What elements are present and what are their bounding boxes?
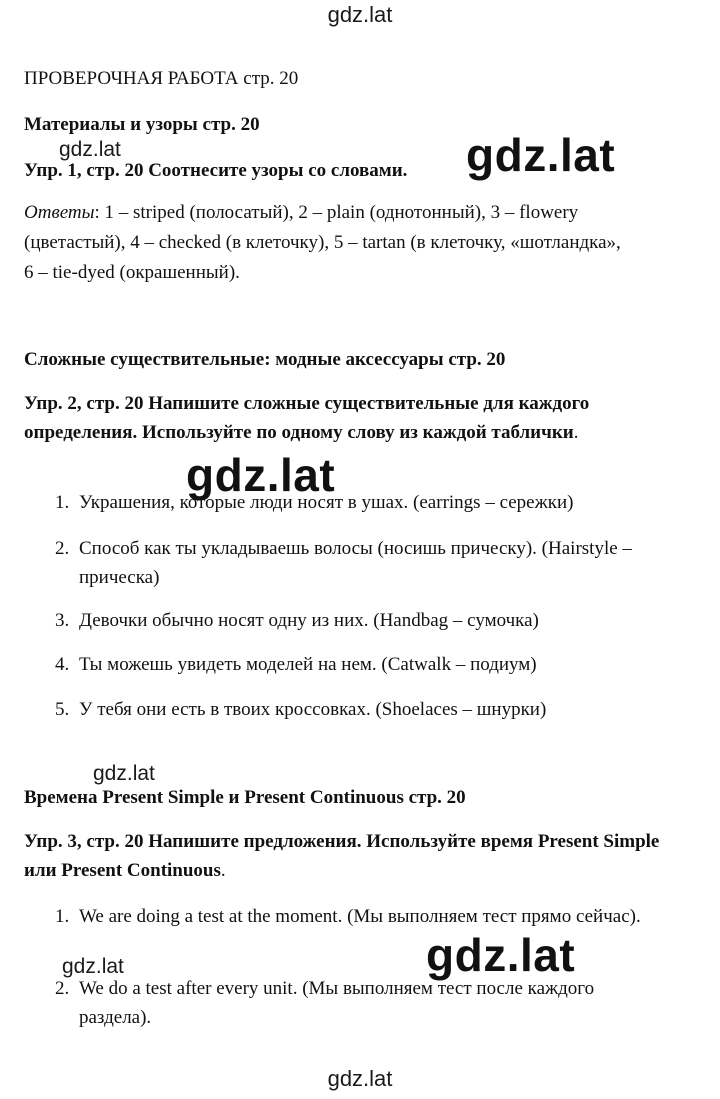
list-item-number: 1. <box>55 492 70 513</box>
list-item <box>55 650 685 679</box>
watermark-section3-small-2: gdz.lat <box>62 955 124 978</box>
answers-text: : 1 – striped (полосатый), 2 – plain (однотонный), 3 – flowery (цветастый), 4 – checked (в клеточку), 5 – tartan (в клеточку, «шотландка», 6 – tie-dyed (окрашенный). <box>24 202 621 283</box>
section1-heading: Материалы и узоры стр. 20 <box>24 114 260 135</box>
section2-task <box>24 389 664 447</box>
section2-heading: Сложные существительные: модные аксессуары стр. 20 <box>24 349 506 370</box>
page-title: ПРОВЕРОЧНАЯ РАБОТА стр. 20 <box>24 68 299 89</box>
watermark-bottom: gdz.lat <box>327 1066 393 1091</box>
section3-task-text: Упр. 3, стр. 20 Напишите предложения. Используйте время Present Simple или Present Continuous <box>24 831 660 881</box>
list-item <box>55 488 685 517</box>
list-item-text: У тебя они есть в твоих кроссовках. (Shoelaces – шнурки) <box>79 699 547 720</box>
watermark-top: gdz.lat <box>327 2 393 27</box>
list-item <box>55 974 615 1032</box>
watermark-section2-big: gdz.lat <box>186 449 336 501</box>
watermark-section3-small: gdz.lat <box>93 762 155 785</box>
section2-task-tail: . <box>573 422 579 443</box>
list-item <box>55 902 655 931</box>
section3-task-tail: . <box>220 860 226 881</box>
list-item-number: 4. <box>55 654 70 675</box>
list-item-text: We are doing a test at the moment. (Мы выполняем тест прямо сейчас). <box>79 906 641 927</box>
answers-label: Ответы <box>24 202 95 223</box>
list-item-number: 5. <box>55 699 70 720</box>
section3-heading: Времена Present Simple и Present Continuous стр. 20 <box>24 787 466 808</box>
section3-task <box>24 827 664 885</box>
list-item-number: 1. <box>55 906 70 927</box>
list-item <box>55 695 685 724</box>
list-item-number: 2. <box>55 538 70 559</box>
list-item-number: 3. <box>55 610 70 631</box>
watermark-section3-big: gdz.lat <box>426 929 576 981</box>
watermark-section1-big: gdz.lat <box>466 129 616 181</box>
list-item-text: Девочки обычно носят одну из них. (Handbag – сумочка) <box>79 610 539 631</box>
list-item <box>55 606 685 635</box>
list-item-text: Способ как ты укладываешь волосы (носишь прическу). (Hairstyle – прическа) <box>79 538 632 588</box>
watermark-section1-small: gdz.lat <box>59 138 121 161</box>
list-item <box>55 534 635 592</box>
section2-task-text: Упр. 2, стр. 20 Напишите сложные существительные для каждого определения. Используйте по одному слову из каждой таблички <box>24 393 590 443</box>
list-item-text: Украшения, которые люди носят в ушах. (earrings – сережки) <box>79 492 574 513</box>
list-item-text: Ты можешь увидеть моделей на нем. (Catwalk – подиум) <box>79 654 537 675</box>
section1-task: Упр. 1, стр. 20 Соотнесите узоры со словами. <box>24 160 408 181</box>
list-item-text: We do a test after every unit. (Мы выполняем тест после каждого раздела). <box>79 978 595 1028</box>
list-item-number: 2. <box>55 978 70 999</box>
section1-answers <box>24 198 634 288</box>
